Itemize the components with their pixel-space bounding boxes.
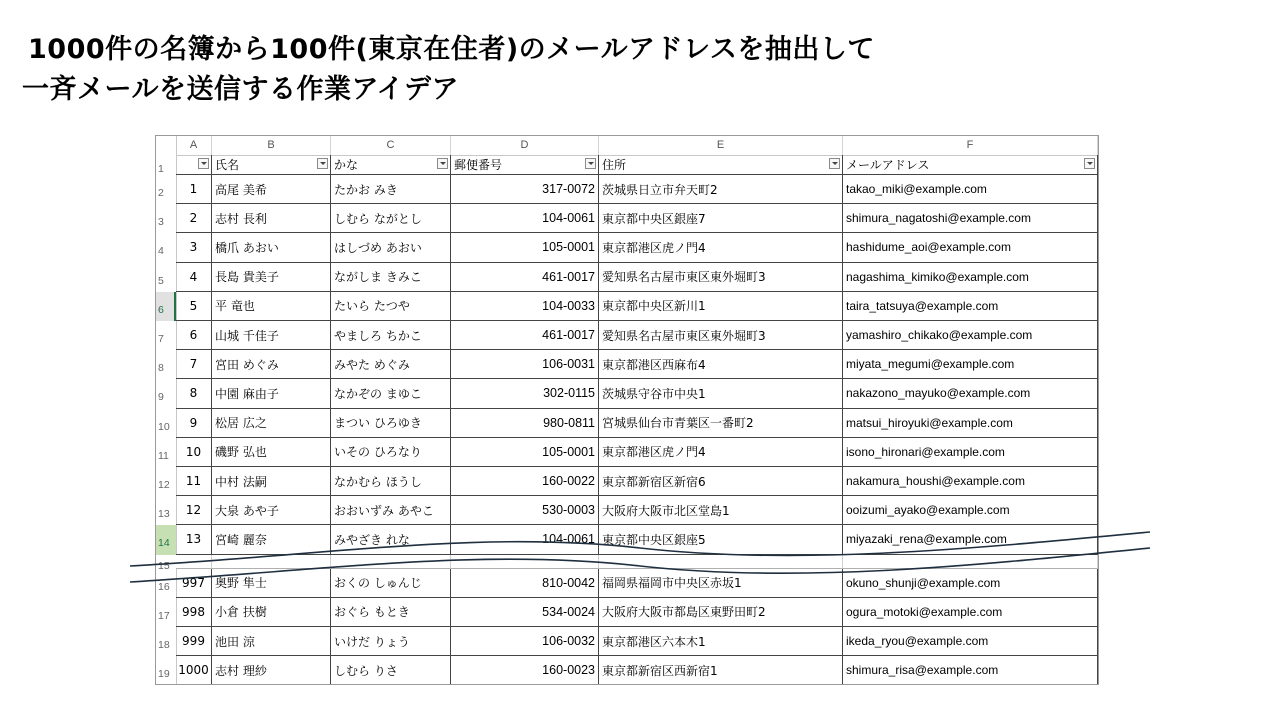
- header-row: [176, 155, 1098, 175]
- zip-cell[interactable]: 105-0001: [451, 233, 599, 262]
- row-header-bar: [156, 136, 177, 684]
- id-cell[interactable]: 4: [176, 263, 212, 292]
- gap-cell: [843, 555, 1098, 569]
- row-number[interactable]: 18: [158, 639, 170, 651]
- gap-cell: [599, 555, 843, 569]
- column-letter-c[interactable]: C: [331, 136, 451, 155]
- address-cell[interactable]: 東京都中央区銀座7: [599, 204, 843, 233]
- row-number[interactable]: 14: [156, 525, 176, 554]
- table-row[interactable]: [176, 656, 1098, 685]
- id-cell[interactable]: 3: [176, 233, 212, 262]
- column-letter-b[interactable]: B: [212, 136, 331, 155]
- table-row[interactable]: [176, 467, 1098, 496]
- table-row[interactable]: [176, 292, 1098, 321]
- filter-dropdown-icon[interactable]: [585, 158, 596, 169]
- zip-cell[interactable]: 104-0033: [451, 292, 599, 321]
- zip-cell[interactable]: 160-0023: [451, 656, 599, 685]
- header-cell: [176, 155, 212, 175]
- address-cell[interactable]: 東京都港区虎ノ門4: [599, 233, 843, 262]
- zip-cell[interactable]: 105-0001: [451, 438, 599, 467]
- address-cell[interactable]: 福岡県福岡市中央区赤坂1: [599, 569, 843, 598]
- column-letter-f[interactable]: F: [843, 136, 1098, 155]
- table-row[interactable]: [176, 321, 1098, 350]
- gap-cell: [451, 555, 599, 569]
- kana-cell[interactable]: みやた めぐみ: [331, 350, 451, 379]
- table-row[interactable]: [176, 496, 1098, 525]
- header-cell: [331, 155, 451, 175]
- table-row[interactable]: [176, 569, 1098, 598]
- name-cell[interactable]: 中園 麻由子: [212, 379, 331, 408]
- email-cell[interactable]: isono_hironari@example.com: [843, 438, 1098, 467]
- email-cell[interactable]: taira_tatsuya@example.com: [843, 292, 1098, 321]
- kana-cell[interactable]: みやざき れな: [331, 525, 451, 554]
- address-cell[interactable]: 東京都港区西麻布4: [599, 350, 843, 379]
- kana-cell[interactable]: たかお みき: [331, 175, 451, 204]
- address-cell[interactable]: 東京都港区六本木1: [599, 627, 843, 656]
- id-cell[interactable]: 8: [176, 379, 212, 408]
- zip-cell[interactable]: 160-0022: [451, 467, 599, 496]
- row-number[interactable]: 6: [156, 292, 176, 321]
- zip-cell[interactable]: 317-0072: [451, 175, 599, 204]
- address-cell[interactable]: 大阪府大阪市都島区東野田町2: [599, 598, 843, 627]
- row-number[interactable]: 13: [158, 508, 170, 521]
- table-row[interactable]: [176, 379, 1098, 408]
- header-cell: [843, 155, 1098, 175]
- gap-cell: [176, 555, 212, 569]
- gap-cell: [212, 555, 331, 569]
- id-cell[interactable]: 7: [176, 350, 212, 379]
- table-row[interactable]: [176, 438, 1098, 467]
- name-cell[interactable]: 中村 法嗣: [212, 467, 331, 496]
- address-cell[interactable]: 東京都新宿区新宿6: [599, 467, 843, 496]
- zip-cell[interactable]: 104-0061: [451, 525, 599, 554]
- header-cell: [212, 155, 331, 175]
- id-cell[interactable]: 5: [176, 292, 212, 321]
- name-cell[interactable]: 松居 広之: [212, 409, 331, 438]
- address-cell[interactable]: 東京都港区虎ノ門4: [599, 438, 843, 467]
- header-cell: [599, 155, 843, 175]
- name-cell[interactable]: 長島 貴美子: [212, 263, 331, 292]
- name-cell[interactable]: 宮田 めぐみ: [212, 350, 331, 379]
- table-row[interactable]: [176, 175, 1098, 204]
- column-letter-a[interactable]: A: [176, 136, 212, 155]
- kana-cell[interactable]: いけだ りょう: [331, 627, 451, 656]
- zip-cell[interactable]: 534-0024: [451, 598, 599, 627]
- zip-cell[interactable]: 810-0042: [451, 569, 599, 598]
- table-row[interactable]: [176, 627, 1098, 656]
- email-cell[interactable]: ogura_motoki@example.com: [843, 598, 1098, 627]
- column-header-bar: [156, 136, 1098, 156]
- address-cell[interactable]: 茨城県守谷市中央1: [599, 379, 843, 408]
- address-cell[interactable]: 大阪府大阪市北区堂島1: [599, 496, 843, 525]
- email-cell[interactable]: yamashiro_chikako@example.com: [843, 321, 1098, 350]
- table-row[interactable]: [176, 204, 1098, 233]
- id-cell[interactable]: 1: [176, 175, 212, 204]
- email-cell[interactable]: nagashima_kimiko@example.com: [843, 263, 1098, 292]
- row-number[interactable]: 3: [158, 216, 164, 229]
- row-number[interactable]: 12: [158, 479, 170, 491]
- name-cell[interactable]: 志村 長利: [212, 204, 331, 233]
- address-cell[interactable]: 東京都中央区新川1: [599, 292, 843, 321]
- email-cell[interactable]: okuno_shunji@example.com: [843, 569, 1098, 598]
- kana-cell[interactable]: たいら たつや: [331, 292, 451, 321]
- row-number[interactable]: 4: [158, 245, 164, 258]
- name-cell[interactable]: 磯野 弘也: [212, 438, 331, 467]
- id-cell[interactable]: 9: [176, 409, 212, 438]
- row-number[interactable]: 16: [158, 580, 170, 593]
- email-cell[interactable]: shimura_risa@example.com: [843, 656, 1098, 685]
- kana-cell[interactable]: しむら ながとし: [331, 204, 451, 233]
- zip-cell[interactable]: 106-0031: [451, 350, 599, 379]
- id-cell[interactable]: 1000: [176, 656, 212, 685]
- id-cell[interactable]: 2: [176, 204, 212, 233]
- zip-cell[interactable]: 104-0061: [451, 204, 599, 233]
- kana-cell[interactable]: ながしま きみこ: [331, 263, 451, 292]
- address-cell[interactable]: 愛知県名古屋市東区東外堀町3: [599, 263, 843, 292]
- title-line-1: 1000件の名簿から100件(東京在住者)のメールアドレスを抽出して: [28, 34, 875, 65]
- table-row[interactable]: [176, 409, 1098, 438]
- header-label: 郵便番号: [454, 158, 503, 172]
- header-label: メールアドレス: [846, 158, 930, 172]
- row-number[interactable]: 17: [158, 609, 170, 622]
- kana-cell[interactable]: おぐら もとき: [331, 598, 451, 627]
- row-number[interactable]: 7: [158, 333, 164, 345]
- email-cell[interactable]: hashidume_aoi@example.com: [843, 233, 1098, 262]
- row-number[interactable]: 15: [158, 559, 170, 572]
- row-number[interactable]: 9: [158, 391, 164, 404]
- email-cell[interactable]: miyazaki_rena@example.com: [843, 525, 1098, 554]
- id-cell[interactable]: 6: [176, 321, 212, 350]
- row-number[interactable]: 19: [158, 668, 170, 681]
- header-label: 住所: [602, 158, 627, 172]
- email-cell[interactable]: takao_miki@example.com: [843, 175, 1098, 204]
- zip-cell[interactable]: 530-0003: [451, 496, 599, 525]
- header-cell: [451, 155, 599, 175]
- zip-cell[interactable]: 106-0032: [451, 627, 599, 656]
- zip-cell[interactable]: 461-0017: [451, 321, 599, 350]
- row-number[interactable]: 10: [158, 420, 170, 433]
- address-cell[interactable]: 東京都新宿区西新宿1: [599, 656, 843, 685]
- spreadsheet[interactable]: [155, 135, 1099, 685]
- row-number[interactable]: 8: [158, 362, 164, 375]
- name-cell[interactable]: 山城 千佳子: [212, 321, 331, 350]
- name-cell[interactable]: 志村 理紗: [212, 656, 331, 685]
- zip-cell[interactable]: 980-0811: [451, 409, 599, 438]
- column-letter-d[interactable]: D: [451, 136, 599, 155]
- kana-cell[interactable]: いその ひろなり: [331, 438, 451, 467]
- header-label: かな: [334, 158, 359, 172]
- email-cell[interactable]: ooizumi_ayako@example.com: [843, 496, 1098, 525]
- table-row[interactable]: [176, 233, 1098, 262]
- zip-cell[interactable]: 461-0017: [451, 263, 599, 292]
- name-cell[interactable]: 平 竜也: [212, 292, 331, 321]
- email-cell[interactable]: matsui_hiroyuki@example.com: [843, 409, 1098, 438]
- id-cell[interactable]: 999: [176, 627, 212, 656]
- title-line-2: 一斉メールを送信する作業アイデア: [22, 74, 460, 105]
- table-row[interactable]: [176, 350, 1098, 379]
- kana-cell[interactable]: なかむら ほうし: [331, 467, 451, 496]
- id-cell[interactable]: 12: [176, 496, 212, 525]
- name-cell[interactable]: 橋爪 あおい: [212, 233, 331, 262]
- filter-dropdown-icon[interactable]: [317, 158, 328, 169]
- id-cell[interactable]: 11: [176, 467, 212, 496]
- kana-cell[interactable]: やましろ ちかこ: [331, 321, 451, 350]
- kana-cell[interactable]: まつい ひろゆき: [331, 409, 451, 438]
- kana-cell[interactable]: なかぞの まゆこ: [331, 379, 451, 408]
- address-cell[interactable]: 宮城県仙台市青葉区一番町2: [599, 409, 843, 438]
- name-cell[interactable]: 高尾 美希: [212, 175, 331, 204]
- email-cell[interactable]: ikeda_ryou@example.com: [843, 627, 1098, 656]
- name-cell[interactable]: 小倉 扶樹: [212, 598, 331, 627]
- gap-cell: [331, 555, 451, 569]
- email-cell[interactable]: shimura_nagatoshi@example.com: [843, 204, 1098, 233]
- address-cell[interactable]: 愛知県名古屋市東区東外堀町3: [599, 321, 843, 350]
- email-cell[interactable]: nakazono_mayuko@example.com: [843, 379, 1098, 408]
- column-letter-e[interactable]: E: [599, 136, 843, 155]
- email-cell[interactable]: miyata_megumi@example.com: [843, 350, 1098, 379]
- filter-dropdown-icon[interactable]: [829, 158, 840, 169]
- id-cell[interactable]: 998: [176, 598, 212, 627]
- kana-cell[interactable]: おくの しゅんじ: [331, 569, 451, 598]
- filter-dropdown-icon[interactable]: [437, 158, 448, 169]
- row-number[interactable]: 5: [158, 274, 164, 287]
- name-cell[interactable]: 池田 涼: [212, 627, 331, 656]
- slide-title: [22, 30, 875, 110]
- kana-cell[interactable]: はしづめ あおい: [331, 233, 451, 262]
- table-row[interactable]: [176, 263, 1098, 292]
- omitted-rows-gap: [176, 555, 1098, 569]
- name-cell[interactable]: 奥野 隼士: [212, 569, 331, 598]
- address-cell[interactable]: 茨城県日立市弁天町2: [599, 175, 843, 204]
- address-cell[interactable]: 東京都中央区銀座5: [599, 525, 843, 554]
- id-cell[interactable]: 13: [176, 525, 212, 554]
- row-number[interactable]: 1: [158, 163, 164, 175]
- id-cell[interactable]: 997: [176, 569, 212, 598]
- filter-dropdown-icon[interactable]: [1084, 158, 1095, 169]
- filter-dropdown-icon[interactable]: [198, 158, 209, 169]
- header-label: 氏名: [215, 158, 240, 172]
- kana-cell[interactable]: しむら りさ: [331, 656, 451, 685]
- name-cell[interactable]: 宮崎 麗奈: [212, 525, 331, 554]
- id-cell[interactable]: 10: [176, 438, 212, 467]
- email-cell[interactable]: nakamura_houshi@example.com: [843, 467, 1098, 496]
- table-row[interactable]: [176, 525, 1098, 554]
- row-number[interactable]: 11: [158, 449, 169, 462]
- row-number[interactable]: 2: [158, 187, 164, 199]
- kana-cell[interactable]: おおいずみ あやこ: [331, 496, 451, 525]
- zip-cell[interactable]: 302-0115: [451, 379, 599, 408]
- name-cell[interactable]: 大泉 あや子: [212, 496, 331, 525]
- table-row[interactable]: [176, 598, 1098, 627]
